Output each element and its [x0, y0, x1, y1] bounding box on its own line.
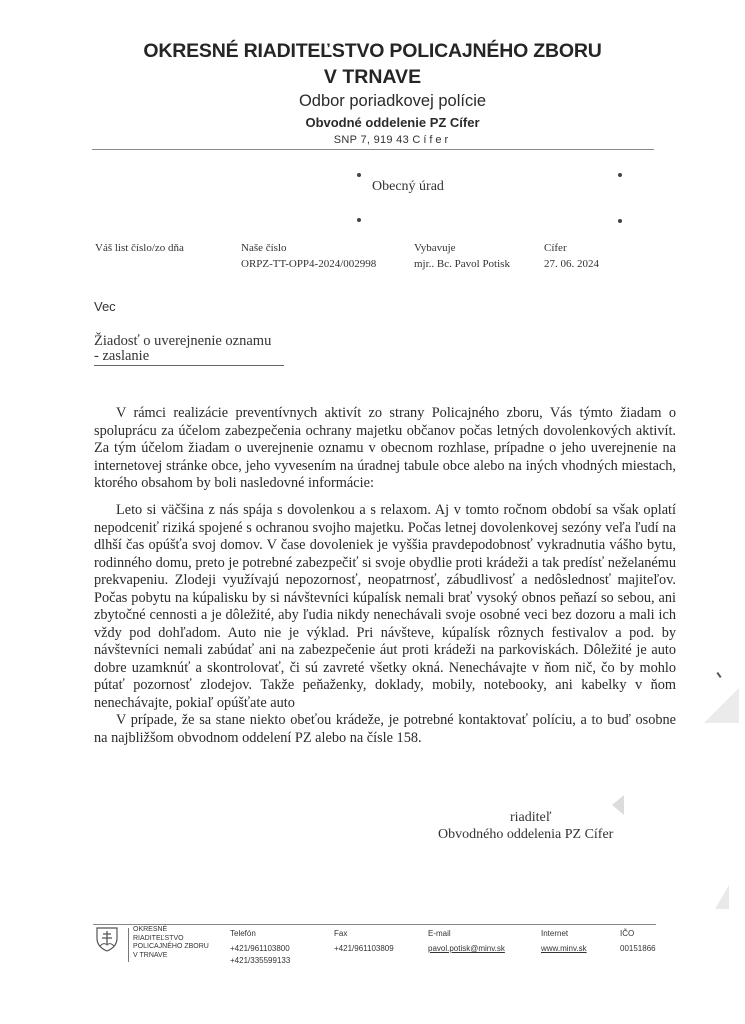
footer-org-line: RIADITEĽSTVO [133, 934, 184, 942]
unit-name: Obvodné oddelenie PZ Cífer [305, 115, 480, 130]
signature-title: riaditeľ [510, 810, 552, 825]
department-name: Odbor poriadkovej polície [298, 92, 487, 110]
address-window-corner-mark [618, 173, 622, 177]
slovak-coat-of-arms-icon [95, 926, 119, 952]
footer-divider [93, 924, 656, 925]
subject-underline [94, 365, 284, 366]
recipient-name: Obecný úrad [372, 179, 444, 194]
subject-line-1: Žiadosť o uverejnenie oznamu [94, 333, 272, 349]
address-window-corner-mark [357, 173, 361, 177]
footer-org-line: OKRESNÉ [133, 926, 168, 933]
paragraph-intro: V rámci realizácie preventívnych aktivít zo strany Policajného zboru, Vás týmto žiadam o spoluprácu za účelom zabezpečenia ochrany majetku občanov počas letných dovolenkových aktivít. Za tým účelom žiadam o uverejnenie oznamu v obecnom rozhlase, prípadne o jeho uverejnenie na internetovej stránke obce, jeho vyvesením na úradnej tabule obce alebo na iných vhodných miestach, ktorého obsahom by boli nasledovné informácie: [94, 405, 676, 491]
footer-organization [133, 926, 209, 960]
our-number-label: Naše číslo [241, 242, 287, 254]
our-number-value: ORPZ-TT-OPP4-2024/002998 [241, 258, 377, 270]
address-street: SNP 7, 919 43 [333, 134, 410, 146]
email-link[interactable]: pavol.potisk@minv.sk [428, 944, 505, 953]
date-value: 27. 06. 2024 [544, 258, 599, 270]
scan-artifact [715, 885, 729, 909]
phone-label: Telefón [230, 929, 256, 938]
scan-artifact [612, 795, 624, 815]
address-city: Cífer [412, 134, 452, 146]
place-label: Cífer [544, 242, 567, 254]
handled-by-label: Vybavuje [414, 242, 456, 254]
body-intro [94, 405, 676, 493]
signature-unit: Obvodného oddelenia PZ Cífer [438, 827, 614, 842]
body-notice [94, 502, 676, 747]
ico-label: IČO [620, 929, 635, 938]
website-link[interactable]: www.minv.sk [541, 944, 587, 953]
organization-city: V TRNAVE [323, 66, 422, 88]
handled-by-value: mjr.. Bc. Pavol Potisk [414, 258, 510, 270]
paragraph-notice: Leto si väčšina z nás spája s dovolenkou a s relaxom. Aj v tomto ročnom období sa však oplatí nepodceniť riziká spojené s ochranou svojho majetku. Počas letnej dovolenkovej sezóny veľa ľudí na dlhší čas opúšťa svoj domov. V čase dovoleniek je vyššia pravdepodobnosť vykradnutia vášho bytu, rodinného domu, preto je potrebné zabezpečiť si svoje obydlie proti krádeži a tak predísť neželanému prekvapeniu. Zlodeji využívajú nepozornosť, neopatrnosť, zábudlivosť a nedôslednosť majiteľov. Počas pobytu na kúpalisku by si návštevníci kúpalísk nemali brať vysoký obnos peňazí so sebou, ani zbytočné cennosti a je dôležité, aby ľudia nikdy nenechávali svoje osobné veci bez dozoru a mali ich vždy pod dohľadom. Auto nie je výklad. Pri návšteve, kúpalísk rôznych festivalov a pod. by návštevníci nemali zabúdať ani na zabezpečenie áut proti krádeži na parkoviskách. Dôležité je auto dobre uzamknúť a skontrolovať, či sú zavreté všetky okná. Nenechávajte v ňom nič, čo by mohlo pútať pozornosť zlodejov. Takže peňaženky, doklady, mobily, notebooky, ani kabelky v ňom nenechávajte, pokiaľ opúšťate auto [94, 502, 676, 711]
scan-artifact [704, 688, 739, 723]
address-window-corner-mark [618, 219, 622, 223]
fax-value: +421/961103809 [334, 944, 394, 953]
subject-label: Vec [94, 299, 116, 314]
your-letter-label: Váš list číslo/zo dňa [95, 242, 184, 254]
fax-label: Fax [334, 929, 348, 938]
footer-separator [128, 928, 129, 962]
ico-value: 00151866 [620, 944, 656, 953]
footer-org-line: POLICAJNÉHO ZBORU [133, 943, 209, 950]
phone-number: +421/961103800 [230, 944, 290, 953]
organization-name: OKRESNÉ RIADITEĽSTVO POLICAJNÉHO ZBORU [143, 40, 602, 62]
phone-number: +421/335599133 [230, 956, 291, 965]
email-label: E-mail [428, 929, 451, 938]
phone-values [230, 943, 290, 967]
footer-org-line: V TRNAVE [133, 951, 168, 959]
internet-label: Internet [541, 929, 569, 938]
paragraph-contact: V prípade, že sa stane niekto obeťou krádeže, je potrebné kontaktovať políciu, a to buď osobne na najbližšom obvodnom oddelení PZ alebo na čísle 158. [94, 712, 676, 746]
subject-line-2: - zaslanie [94, 348, 150, 364]
address-window-corner-mark [357, 218, 361, 222]
header-divider [92, 149, 654, 150]
unit-address [0, 134, 745, 146]
scan-artifact [716, 672, 721, 678]
